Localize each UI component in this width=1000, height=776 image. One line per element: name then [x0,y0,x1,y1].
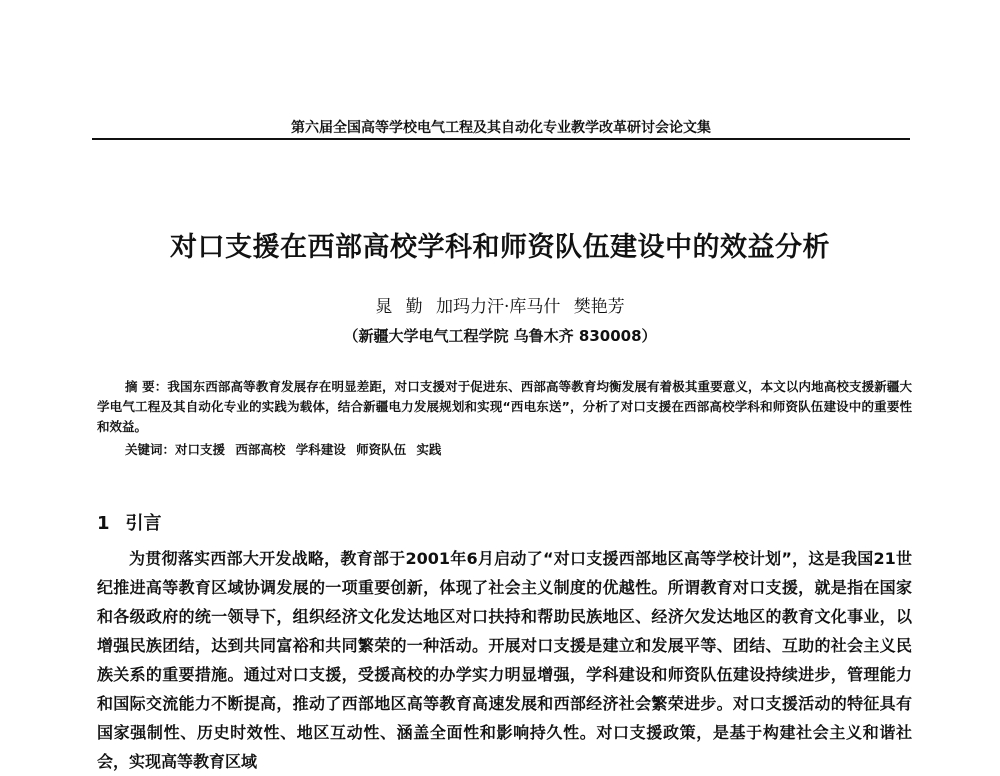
keywords-text: 对口支援 西部高校 学科建设 师资队伍 实践 [175,442,442,457]
body-text: 为贯彻落实西部大开发战略，教育部于2001年6月启动了“对口支援西部地区高等学校计划”，这是我国21世纪推进高等教育区域协调发展的一项重要创新，体现了社会主义制度的优越性。所谓教育对口支援，就是指在国家和各级政府的统一领导下，组织经济文化发达地区对口扶持和帮助民族地区、经济欠发达地区的教育文化事业，以增强民族团结，达到共同富裕和共同繁荣的一种活动。开展对口支援是建立和发展平等、团结、互助的社会主义民族关系的重要措施。通过对口支援，受援高校的办学实力明显增强，学科建设和师资队伍建设持续进步，管理能力和国际交流能力不断提高，推动了西部地区高等教育高速发展和西部经济社会繁荣进步。对口支援活动的特征具有国家强制性、历史时效性、地区互动性、涵盖全面性和影响持久性。对口支援政策，是基于构建社会主义和谐社会，实现高等教育区域 [97,549,912,771]
header-rule [92,138,910,140]
keywords-label: 关键词： [125,442,176,457]
affiliation: （新疆大学电气工程学院 乌鲁木齐 830008） [343,327,657,345]
abstract [97,377,912,437]
section-heading [97,509,162,535]
abstract-label: 摘 要： [125,379,168,394]
abstract-text: 我国东西部高等教育发展存在明显差距，对口支援对于促进东、西部高等教育均衡发展有着极其重要意义，本文以内地高校支援新疆大学电气工程及其自动化专业的实践为载体，结合新疆电力发展规划和实现“西电东送”，分析了对口支援在西部高校学科和师资队伍建设中的重要性和效益。 [97,379,912,434]
running-head: 第六届全国高等学校电气工程及其自动化专业教学改革研讨会论文集 [291,120,711,136]
section-title: 引言 [125,513,162,534]
section-number: 1 [97,513,110,534]
body-paragraph [97,544,912,776]
keywords [125,440,441,458]
author-list: 晁 勤 加玛力汗·库马什 樊艳芳 [375,297,625,317]
paper-title: 对口支援在西部高校学科和师资队伍建设中的效益分析 [170,232,830,263]
